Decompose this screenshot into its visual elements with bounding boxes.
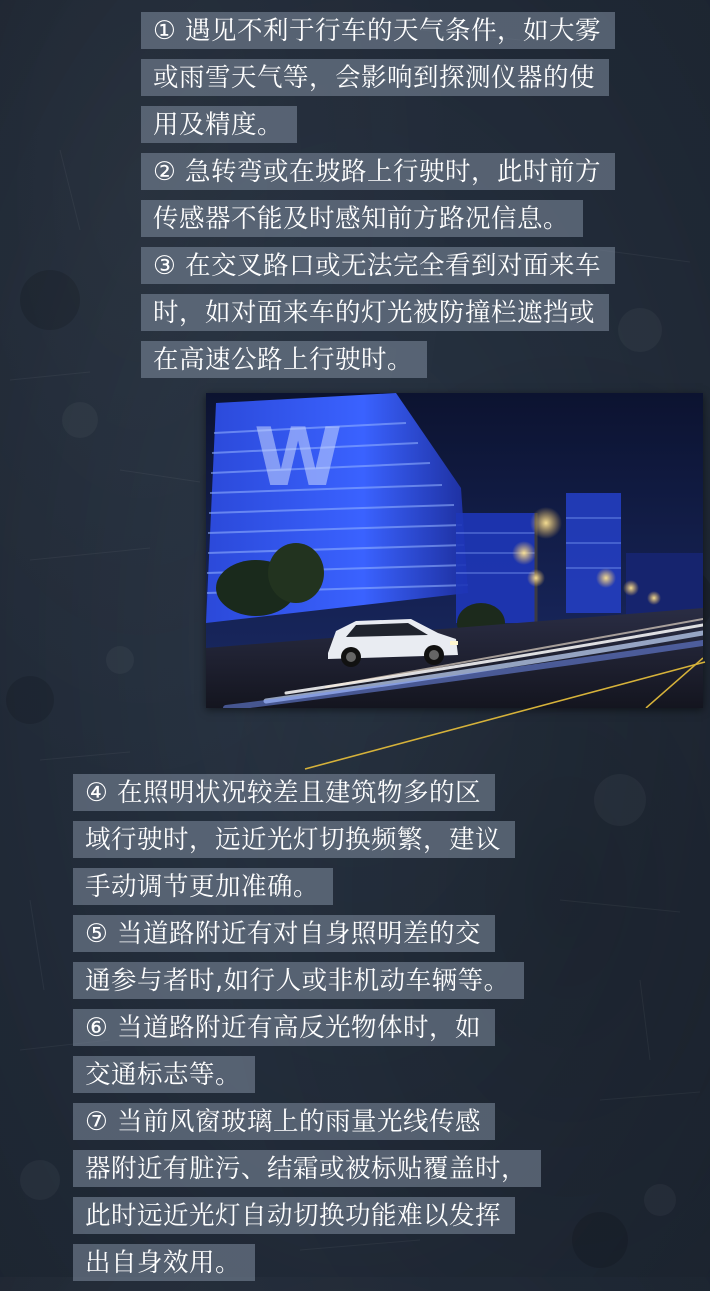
bottom-text-line: ⑦ 当前风窗玻璃上的雨量光线传感: [73, 1103, 495, 1140]
bottom-text-line: 此时远近光灯自动切换功能难以发挥: [73, 1197, 515, 1234]
top-text-line: 时，如对面来车的灯光被防撞栏遮挡或: [141, 294, 609, 331]
bottom-text-line: 出自身效用。: [73, 1244, 255, 1281]
bottom-text-line: 通参与者时,如行人或非机动车辆等。: [73, 962, 524, 999]
bottom-text-block: [73, 774, 553, 1291]
bottom-text-line: ④ 在照明状况较差且建筑物多的区: [73, 774, 495, 811]
top-text-line: 用及精度。: [141, 106, 297, 143]
top-text-line: 或雨雪天气等，会影响到探测仪器的使: [141, 59, 609, 96]
bottom-text-line: 器附近有脏污、结霜或被标贴覆盖时，: [73, 1150, 541, 1187]
top-text-line: ① 遇见不利于行车的天气条件，如大雾: [141, 12, 615, 49]
bottom-text-line: 域行驶时，远近光灯切换频繁，建议: [73, 821, 515, 858]
top-text-block: [141, 12, 651, 388]
top-text-line: 在高速公路上行驶时。: [141, 341, 427, 378]
building-sign-letter: W: [254, 411, 343, 504]
top-text-line: 传感器不能及时感知前方路况信息。: [141, 200, 583, 237]
bottom-text-line: ⑤ 当道路附近有对自身照明差的交: [73, 915, 495, 952]
bottom-text-line: ⑥ 当道路附近有高反光物体时，如: [73, 1009, 495, 1046]
bottom-text-line: 交通标志等。: [73, 1056, 255, 1093]
night-city-car-photo: [206, 393, 703, 708]
top-text-line: ② 急转弯或在坡路上行驶时，此时前方: [141, 153, 615, 190]
bottom-text-line: 手动调节更加准确。: [73, 868, 333, 905]
top-text-line: ③ 在交叉路口或无法完全看到对面来车: [141, 247, 615, 284]
